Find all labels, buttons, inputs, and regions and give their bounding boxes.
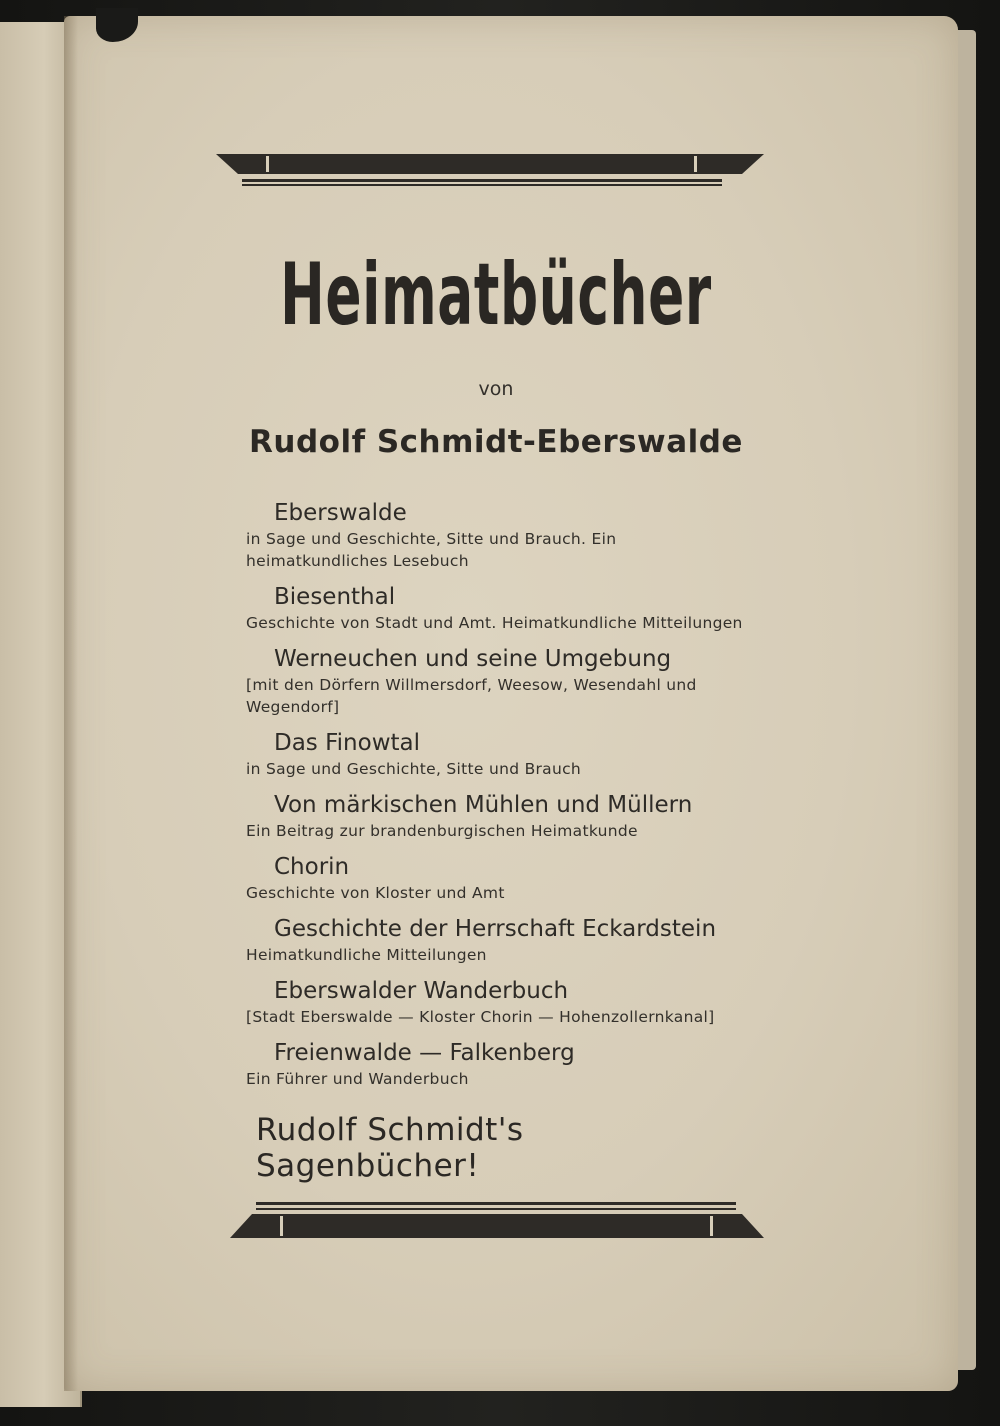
book-item	[246, 976, 746, 1028]
book-title: Werneuchen und seine Umgebung	[274, 646, 672, 672]
footer-slogan: Rudolf Schmidt's Sagenbücher!	[256, 1112, 524, 1184]
book-title: Biesenthal	[274, 584, 396, 610]
book-item	[246, 914, 746, 966]
book-subtitle: in Sage und Geschichte, Sitte und Brauch. Ein heimatkundliches Lesebuch	[246, 530, 617, 570]
book-item	[246, 644, 746, 718]
book-title: Das Finowtal	[274, 730, 421, 756]
book-title: Eberswalde	[274, 500, 407, 526]
book-item	[246, 1038, 746, 1090]
book-title: Geschichte der Herrschaft Eckardstein	[274, 916, 717, 942]
book-title: Freienwalde — Falkenberg	[274, 1040, 575, 1066]
page-title: Heimatbücher	[280, 245, 712, 345]
book-subtitle: Heimatkundliche Mitteilungen	[246, 946, 487, 964]
book-subtitle: Geschichte von Stadt und Amt. Heimatkundliche Mitteilungen	[246, 614, 743, 632]
by-label: von	[478, 378, 514, 400]
book-item	[246, 582, 746, 634]
book-title: Von märkischen Mühlen und Müllern	[274, 792, 693, 818]
book-subtitle: Ein Führer und Wanderbuch	[246, 1070, 469, 1088]
book-subtitle: Ein Beitrag zur brandenburgischen Heimatkunde	[246, 822, 638, 840]
book-title: Eberswalder Wanderbuch	[274, 978, 569, 1004]
book-item	[246, 790, 746, 842]
book-item	[246, 498, 746, 572]
top-ornament-bar	[216, 148, 764, 198]
book-subtitle: in Sage und Geschichte, Sitte und Brauch	[246, 760, 582, 778]
book-list	[246, 498, 746, 1090]
book-subtitle: [Stadt Eberswalde — Kloster Chorin — Hohenzollernkanal]	[246, 1008, 715, 1026]
book-item	[246, 728, 746, 780]
book-subtitle: [mit den Dörfern Willmersdorf, Weesow, Wesendahl und Wegendorf]	[246, 676, 697, 716]
advertisement-content	[246, 220, 746, 1184]
book-title: Chorin	[274, 854, 350, 880]
book-subtitle: Geschichte von Kloster und Amt	[246, 884, 505, 902]
bottom-ornament-bar	[230, 1196, 764, 1246]
page-gutter	[64, 16, 78, 1391]
book-item	[246, 852, 746, 904]
author-name: Rudolf Schmidt-Eberswalde	[249, 424, 743, 460]
